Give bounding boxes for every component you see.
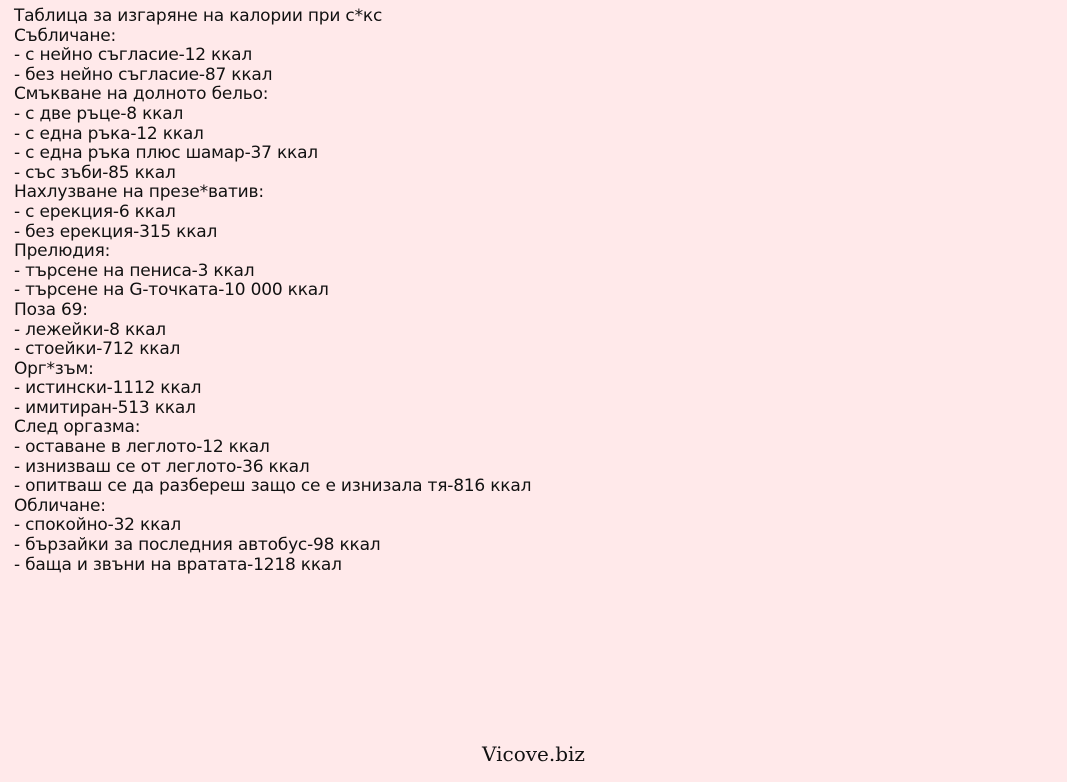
- site-watermark: Vicove.biz: [482, 742, 585, 766]
- list-item: - лежейки-8 ккал: [14, 319, 166, 340]
- list-item: - стоейки-712 ккал: [14, 339, 181, 360]
- section-foreplay: [14, 242, 1054, 301]
- list-item: - изнизваш се от леглото-36 ккал: [14, 456, 310, 477]
- section-heading: Орг*зъм:: [14, 358, 94, 379]
- document-body: [14, 7, 1054, 575]
- section-heading: Нахлузване на презе*ватив:: [14, 182, 264, 203]
- list-item: - опитваш се да разбереш защо се е изнизала тя-816 ккал: [14, 476, 532, 497]
- section-after: [14, 418, 1054, 496]
- list-item: - със зъби-85 ккал: [14, 162, 176, 183]
- list-item: - с две ръце-8 ккал: [14, 103, 184, 124]
- list-item: - без ерекция-315 ккал: [14, 221, 218, 242]
- section-heading: След оргазма:: [14, 417, 141, 438]
- section-dressing: [14, 497, 1054, 575]
- list-item: - истински-1112 ккал: [14, 378, 202, 399]
- list-item: - търсене на G-точката-10 000 ккал: [14, 280, 329, 301]
- list-item: - с нейно съгласие-12 ккал: [14, 45, 253, 66]
- list-item: - с една ръка-12 ккал: [14, 123, 204, 144]
- list-item: - без нейно съгласие-87 ккал: [14, 64, 273, 85]
- list-item: - оставане в леглото-12 ккал: [14, 437, 270, 458]
- section-heading: Смъкване на долното бельо:: [14, 84, 269, 105]
- section-undressing: [14, 27, 1054, 86]
- document-title: Таблица за изгаряне на калории при с*кс: [14, 6, 383, 26]
- section-pose-69: [14, 301, 1054, 360]
- list-item: - спокойно-32 ккал: [14, 515, 182, 536]
- section-heading: Поза 69:: [14, 299, 88, 320]
- list-item: - баща и звъни на вратата-1218 ккал: [14, 554, 342, 575]
- section-underwear: [14, 85, 1054, 183]
- section-orgasm: [14, 360, 1054, 419]
- section-heading: Събличане:: [14, 25, 117, 46]
- list-item: - с ерекция-6 ккал: [14, 201, 176, 222]
- list-item: - търсене на пениса-3 ккал: [14, 260, 255, 281]
- section-heading: Обличане:: [14, 495, 106, 516]
- list-item: - с една ръка плюс шамар-37 ккал: [14, 143, 318, 164]
- section-heading: Прелюдия:: [14, 241, 111, 262]
- section-condom: [14, 183, 1054, 242]
- list-item: - имитиран-513 ккал: [14, 397, 196, 418]
- list-item: - бързайки за последния автобус-98 ккал: [14, 535, 381, 556]
